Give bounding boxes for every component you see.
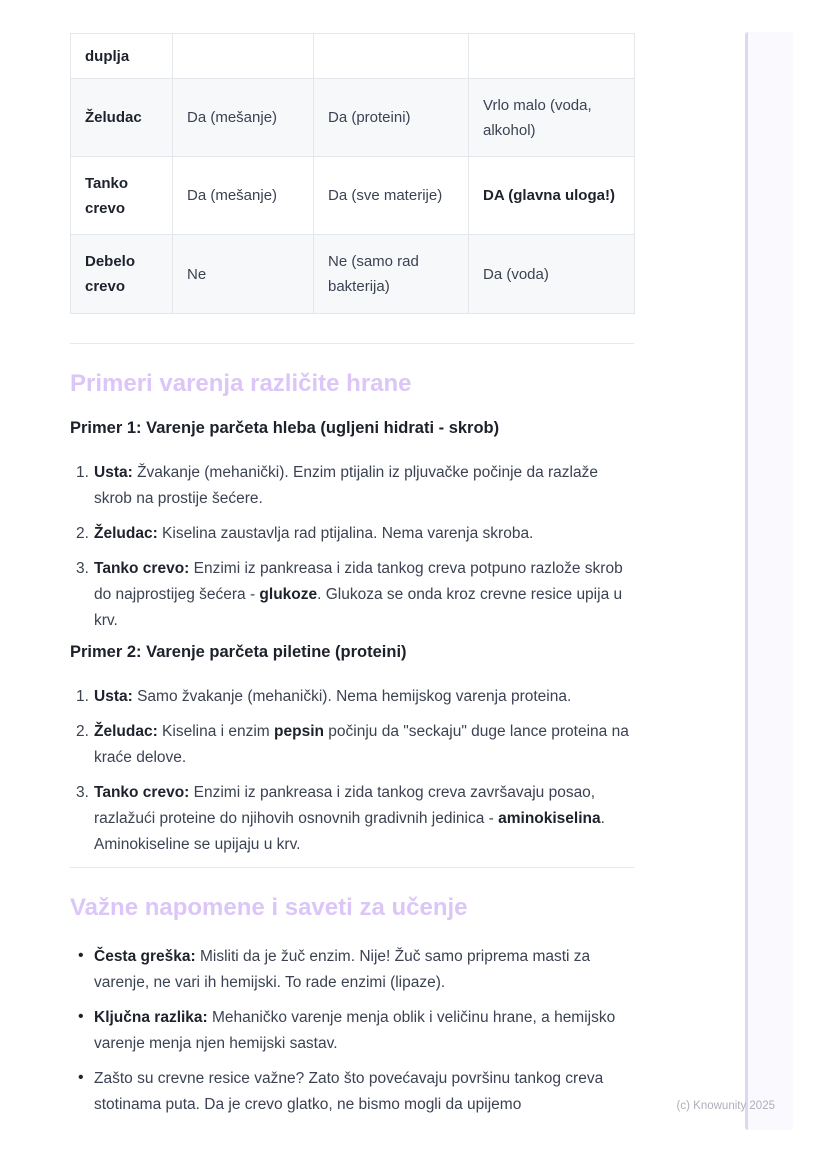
item-label: Usta: <box>94 688 133 705</box>
item-label: Tanko crevo: <box>94 560 190 577</box>
page-edge-decoration <box>745 32 793 1130</box>
table-cell-organ: Debelo crevo <box>71 235 173 314</box>
list-item-usta <box>70 684 634 710</box>
table-row-zeludac <box>71 79 635 157</box>
table-cell: Da (mešanje) <box>173 79 314 157</box>
item-bold-term: glukoze <box>259 586 318 603</box>
digestion-comparison-table <box>70 33 635 314</box>
primer1-list <box>70 460 634 634</box>
list-item-tanko-crevo <box>70 780 634 858</box>
table-cell: Da (voda) <box>469 235 635 314</box>
item-label: Tanko crevo: <box>94 784 190 801</box>
primer2-list <box>70 684 634 858</box>
primer2-title: Primer 2: Varenje parčeta piletine (proteini) <box>70 643 407 661</box>
bullet-icon: • <box>78 947 84 964</box>
table-row-tanko-crevo <box>71 157 635 235</box>
copyright-notice: (c) Knowunity 2025 <box>676 1100 775 1112</box>
list-number: 3. <box>76 784 89 801</box>
table-cell <box>173 34 314 79</box>
list-number: 3. <box>76 560 89 577</box>
item-text: . Glukoza se onda kroz crevne resice upija u krv. <box>94 586 623 629</box>
table-cell: Da (proteini) <box>314 79 469 157</box>
item-label: Česta greška: <box>94 948 196 965</box>
table-cell: Da (mešanje) <box>173 157 314 235</box>
section-divider <box>70 867 634 868</box>
list-item-zeludac <box>70 719 634 771</box>
note-item-crevne-resice <box>70 1066 634 1118</box>
item-text: . Aminokiseline se upijaju u krv. <box>94 810 605 853</box>
bullet-icon: • <box>78 1008 84 1025</box>
list-number: 2. <box>76 723 89 740</box>
item-label: Želudac: <box>94 723 158 740</box>
document-content <box>70 33 634 1127</box>
table-cell <box>469 34 635 79</box>
list-item-usta <box>70 460 634 512</box>
table-cell: Vrlo malo (voda, alkohol) <box>469 79 635 157</box>
list-number: 1. <box>76 464 89 481</box>
item-text: Žvakanje (mehanički). Enzim ptijalin iz pljuvačke počinje da razlaže skrob na prostije šećere. <box>94 464 598 507</box>
item-bold-term: aminokiselina <box>498 810 601 827</box>
napomene-list <box>70 944 634 1118</box>
table-cell: Da (sve materije) <box>314 157 469 235</box>
list-number: 2. <box>76 525 89 542</box>
list-item-tanko-crevo <box>70 556 634 634</box>
table-row-usna-duplja <box>71 34 635 79</box>
item-text: Misliti da je žuč enzim. Nije! Žuč samo priprema masti za varenje, ne vari ih hemijski. To rade enzimi (lipaze). <box>94 948 591 991</box>
item-text: Enzimi iz pankreasa i zida tankog creva završavaju posao, razlažući proteine do njihovih osnovnih gradivnih jedinica - <box>94 784 596 827</box>
table-cell-organ: duplja <box>71 34 173 79</box>
item-bold-term: pepsin <box>274 723 324 740</box>
table-cell-highlight: DA (glavna uloga!) <box>469 157 635 235</box>
table-cell-organ: Želudac <box>71 79 173 157</box>
bullet-icon: • <box>78 1069 84 1086</box>
list-number: 1. <box>76 688 89 705</box>
note-item-kljucna-razlika <box>70 1005 634 1057</box>
section-title-napomene: Važne napomene i saveti za učenje <box>70 894 468 921</box>
item-text: Zašto su crevne resice važne? Zato što povećavaju površinu tankog creva stotinama puta. Da je crevo glatko, ne bismo mogli da upijemo <box>94 1070 604 1113</box>
item-text: počinju da "seckaju" duge lance proteina na kraće delove. <box>94 723 629 766</box>
table-cell-organ: Tanko crevo <box>71 157 173 235</box>
list-item-zeludac <box>70 521 634 547</box>
section-divider <box>70 343 634 344</box>
table-cell: Ne <box>173 235 314 314</box>
item-label: Želudac: <box>94 525 158 542</box>
item-text: Kiselina i enzim <box>157 723 275 740</box>
item-text: Kiselina zaustavlja rad ptijalina. Nema varenja skroba. <box>157 525 534 542</box>
section-title-primeri: Primeri varenja različite hrane <box>70 370 412 397</box>
primer1-title: Primer 1: Varenje parčeta hleba (ugljeni hidrati - skrob) <box>70 419 500 437</box>
table-cell: Ne (samo rad bakterija) <box>314 235 469 314</box>
item-text: Enzimi iz pankreasa i zida tankog creva potpuno razlože skrob do najprostijeg šećera - <box>94 560 623 603</box>
item-text: Samo žvakanje (mehanički). Nema hemijskog varenja proteina. <box>132 688 572 705</box>
table-cell <box>314 34 469 79</box>
item-text: Mehaničko varenje menja oblik i veličinu hrane, a hemijsko varenje menja njen hemijski sastav. <box>94 1009 616 1052</box>
item-label: Ključna razlika: <box>94 1009 208 1026</box>
table-row-debelo-crevo <box>71 235 635 314</box>
item-label: Usta: <box>94 464 133 481</box>
note-item-cesta-greska <box>70 944 634 996</box>
